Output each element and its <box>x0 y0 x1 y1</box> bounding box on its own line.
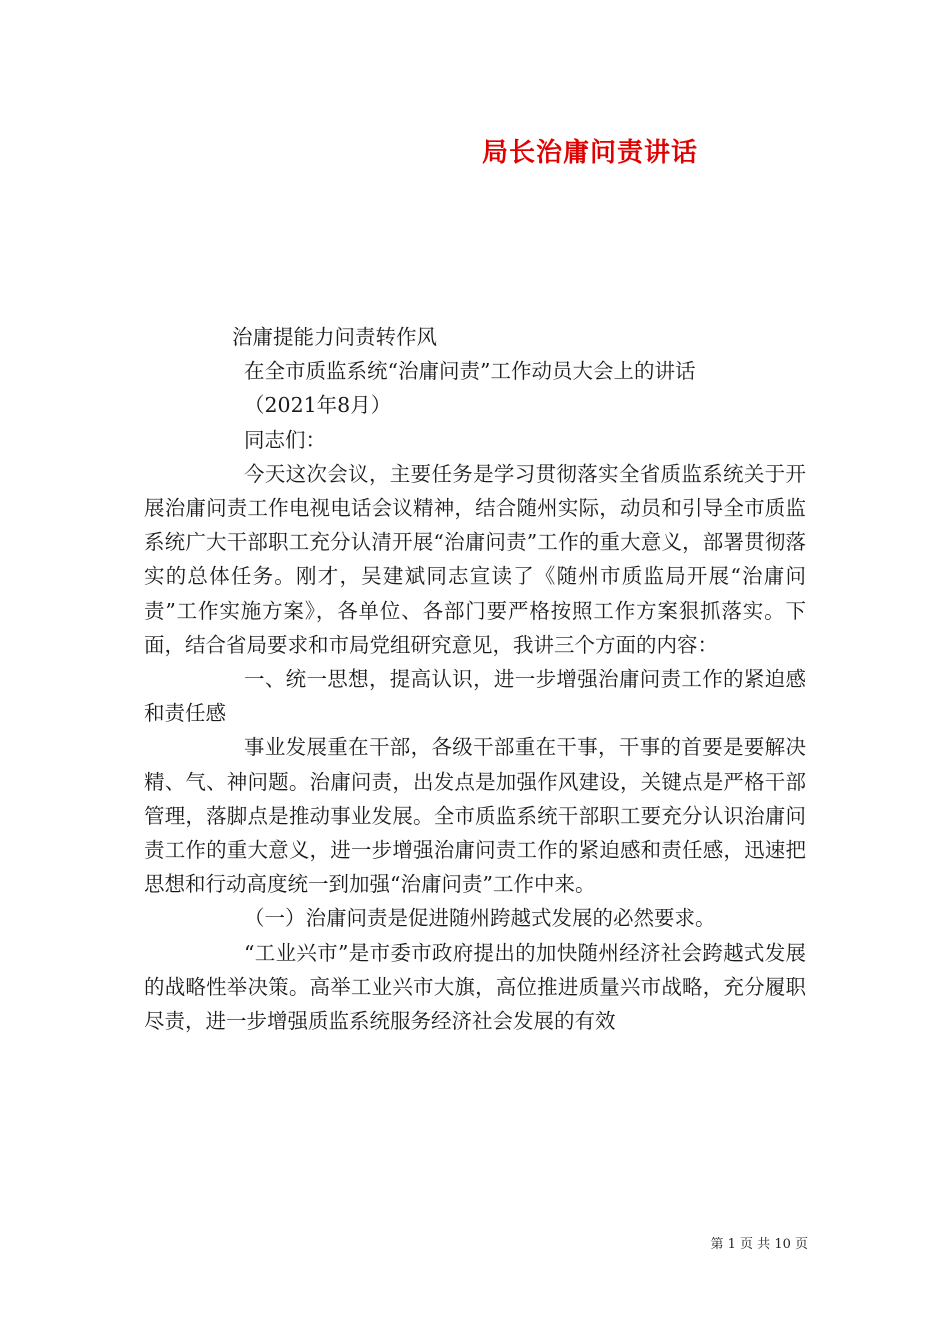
subtitle: 治庸提能力问责转作风 <box>232 325 437 349</box>
paragraph-subsection-1: “工业兴市”是市委市政府提出的加快随州经济社会跨越式发展的战略性举决策。高举工业兴市大旗，高位推进质量兴市战略，充分履职尽责，进一步增强质监系统服务经济社会发展的有效 <box>144 940 806 1034</box>
paragraph-intro: 今天这次会议，主要任务是学习贯彻落实全省质监系统关于开展治庸问责工作电视电话会议精神，结合随州实际，动员和引导全市质监系统广大干部职工充分认清开展“治庸问责”工作的重大意义，部署贯彻落实的总体任务。刚才，吴建斌同志宣读了《随州市质监局开展“治庸问责”工作实施方案》，各单位、各部门要严格按照工作方案狠抓落实。下面，结合省局要求和市局党组研究意见，我讲三个方面的内容： <box>144 461 806 657</box>
section-heading-1: 一、统一思想，提高认识，进一步增强治庸问责工作的紧迫感和责任感 <box>144 667 806 726</box>
page-number: 第 1 页 共 10 页 <box>710 1237 808 1252</box>
salutation: 同志们： <box>244 427 326 452</box>
document-body <box>144 320 806 1038</box>
paragraph-section-1: 事业发展重在干部，各级干部重在干事，干事的首要是要解决精、气、神问题。治庸问责，出发点是加强作风建设，关键点是严格干部管理，落脚点是推动事业发展。全市质监系统干部职工要充分认识治庸问责工作的重大意义，进一步增强治庸问责工作的紧迫感和责任感，迅速把思想和行动高度统一到加强“治庸问责”工作中来。 <box>144 735 806 897</box>
occasion-line: 在全市质监系统“治庸问责”工作动员大会上的讲话 <box>244 359 696 384</box>
date-line: （2021年8月） <box>244 393 392 418</box>
document-title: 局长治庸问责讲话 <box>481 138 698 168</box>
subsection-heading-1: （一）治庸问责是促进随州跨越式发展的必然要求。 <box>244 906 716 931</box>
